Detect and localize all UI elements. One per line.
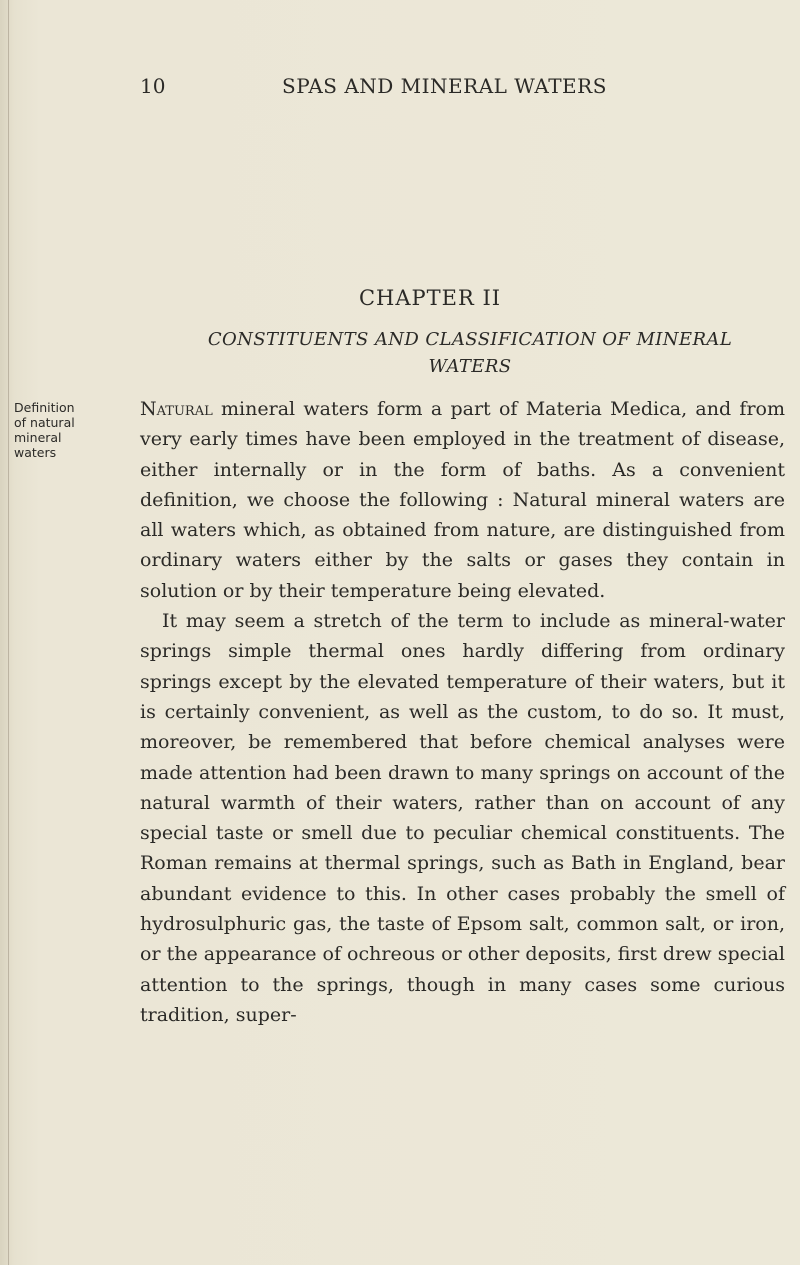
gutter-edge [8,0,9,1265]
paragraph-2: It may seem a stretch of the term to include as mineral-water springs simple thermal ones hardly differing from ordinary springs except by the elevated temperature of their waters, but it is certainly convenient, as well as the custom, to do so. It must, moreover, be remembered that before chemical analyses were made attention had been drawn to many springs on account of the natural warmth of their waters, rather than on account of any special taste or smell due to peculiar chemical constituents. The Roman remains at thermal springs, such as Bath in England, bear abundant evidence to this. In other cases probably the smell of hydrosulphuric gas, the taste of Epsom salt, common salt, or iron, or the appearance of ochreous or other deposits, first drew special attention to the springs, though in many cases some curious tradition, super- [140,610,785,1026]
body-text [140,394,785,1030]
chapter-heading: CHAPTER II [358,286,502,310]
paragraph-1 [140,394,785,606]
sidenote-line: mineral [14,430,62,445]
chapter-subtitle-line-2: WATERS [428,356,512,377]
sidenote-line: Definition [14,400,75,415]
sidenote-line: of natural [14,415,75,430]
page-number: 10 [140,74,166,98]
chapter-subtitle-line-1: CONSTITUENTS AND CLASSIFICATION OF MINERAL [207,329,733,350]
running-title: SPAS AND MINERAL WATERS [282,74,607,98]
sidenote-line: waters [14,445,57,460]
margin-sidenote [14,400,114,460]
chapter-subtitle [150,326,790,380]
paragraph-1-text: mineral waters form a part of Materia Medica, and from very early times have been employed in the treatment of disease, either internally or in the form of baths. As a convenient definition, we choose the following : Natural mineral waters are all waters which, as obtained from nature, are distinguished from ordinary waters either by the salts or gases they contain in solution or by their temperature being elevated. [140,398,785,602]
lead-word: Natural [140,398,213,420]
running-head [0,74,800,104]
